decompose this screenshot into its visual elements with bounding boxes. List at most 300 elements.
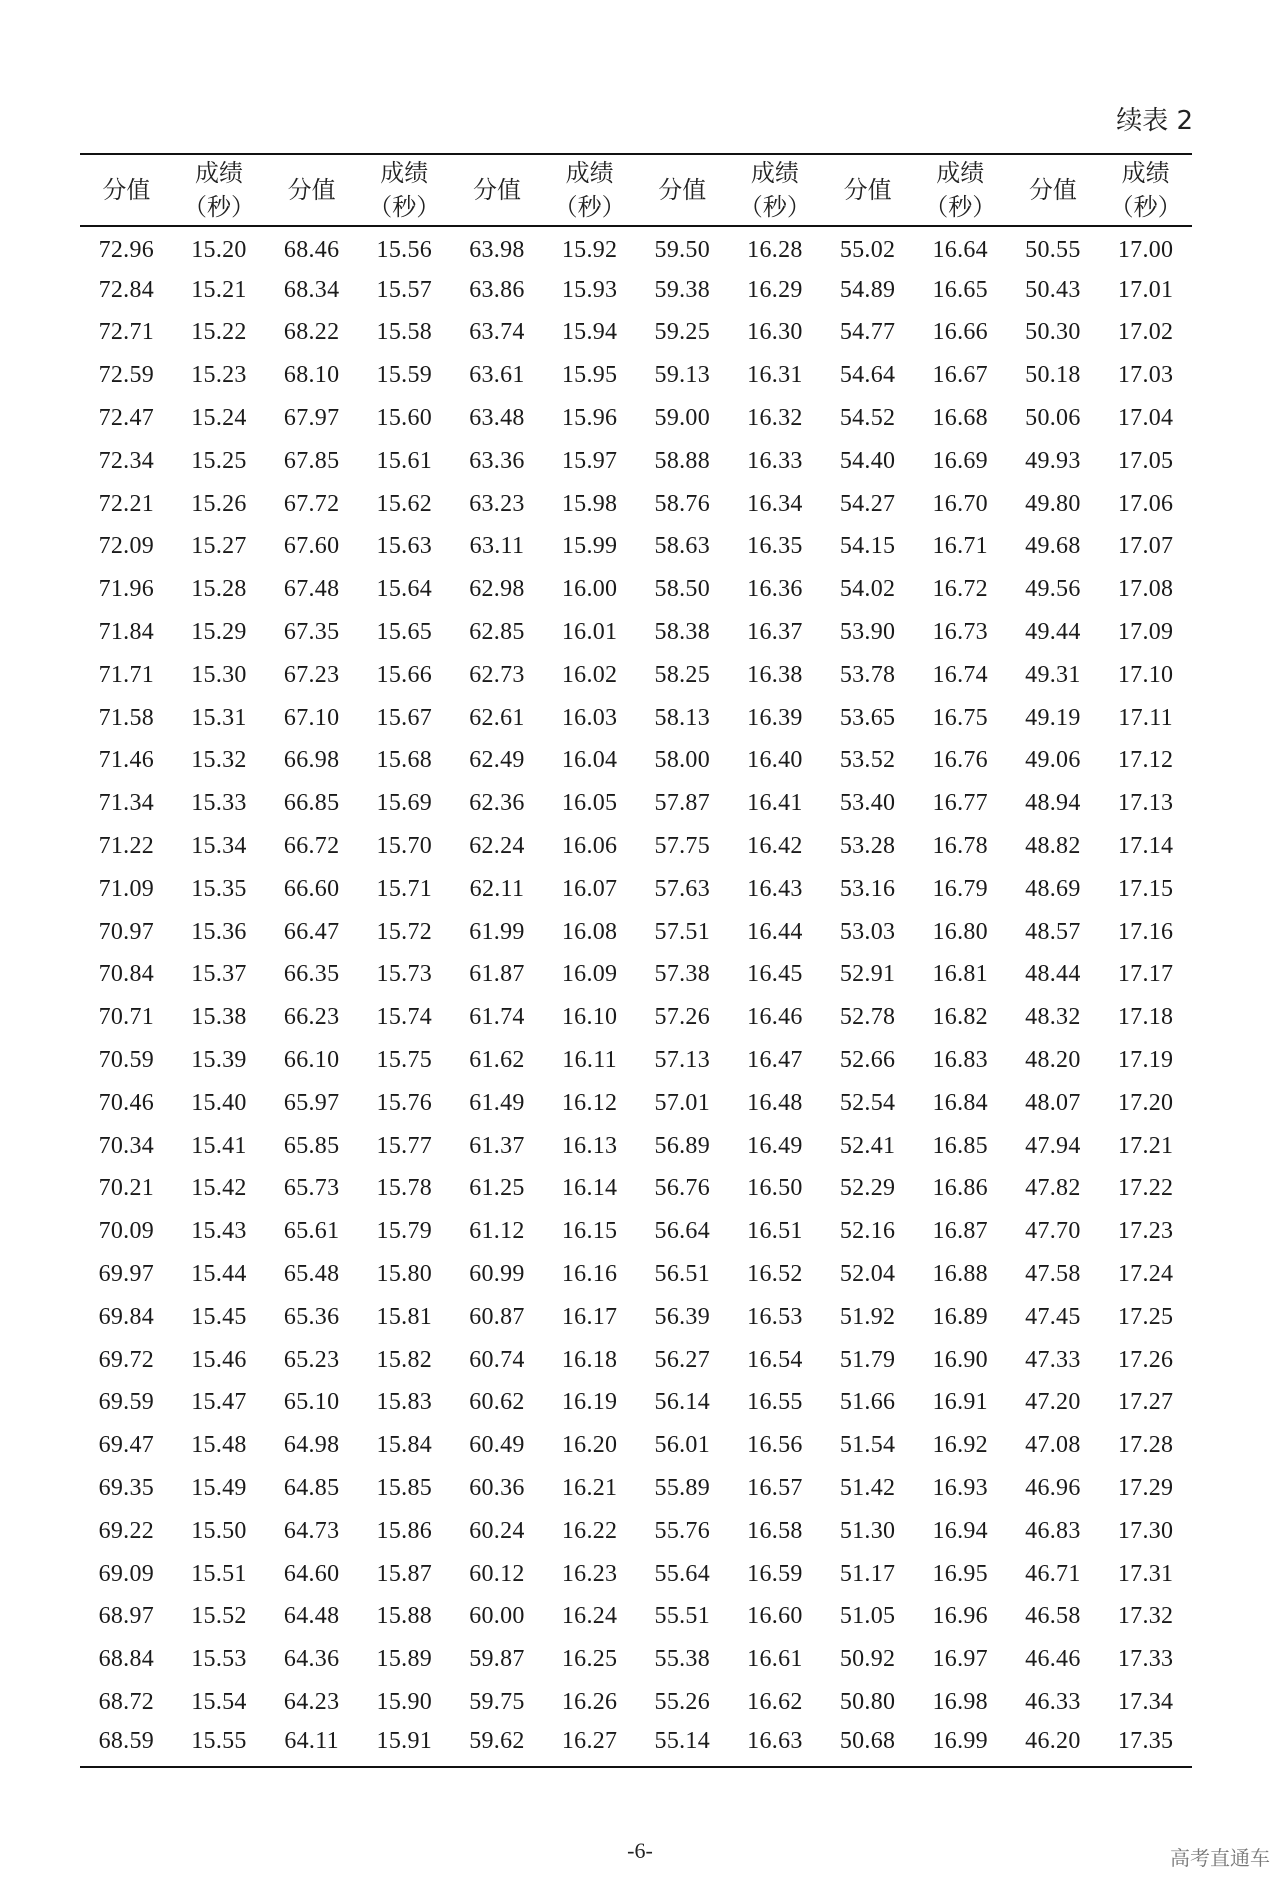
time-cell: 15.62 [376, 490, 433, 517]
score-cell: 47.45 [1025, 1303, 1081, 1330]
time-cell: 16.08 [561, 918, 618, 945]
score-cell: 69.35 [98, 1475, 155, 1501]
score-cell: 60.62 [469, 1389, 525, 1416]
time-cell: 15.43 [191, 1218, 247, 1245]
time-cell: 17.14 [1117, 833, 1174, 860]
time-cell: 16.74 [932, 661, 988, 688]
time-cell: 15.57 [376, 276, 433, 303]
score-cell: 55.14 [636, 1724, 729, 1767]
time-cell: 15.40 [191, 1089, 247, 1116]
score-cell: 51.30 [839, 1517, 896, 1544]
time-cell: 16.32 [747, 405, 803, 432]
header-label: 分值 [1028, 176, 1077, 204]
header-unit: （秒） [1109, 193, 1182, 221]
time-cell: 15.48 [191, 1432, 247, 1459]
time-cell: 15.54 [191, 1688, 247, 1715]
header-unit: （秒） [182, 193, 255, 221]
score-cell: 71.46 [98, 747, 155, 774]
score-cell: 60.74 [469, 1346, 525, 1373]
score-cell: 71.34 [98, 790, 155, 817]
header-time [358, 154, 451, 226]
time-cell: 16.22 [561, 1517, 618, 1544]
time-cell: 16.66 [932, 319, 988, 346]
table-row [80, 226, 1192, 269]
time-cell: 17.09 [1117, 619, 1174, 646]
time-cell: 16.71 [932, 533, 988, 560]
score-cell: 64.23 [283, 1688, 340, 1715]
time-cell: 15.65 [376, 619, 433, 646]
time-cell: 15.47 [191, 1389, 247, 1416]
score-cell: 71.71 [98, 661, 155, 688]
score-cell: 59.62 [451, 1724, 544, 1767]
time-cell: 16.57 [747, 1475, 803, 1501]
score-cell: 62.24 [469, 833, 525, 860]
time-cell: 15.98 [561, 490, 618, 517]
time-cell: 15.39 [191, 1047, 247, 1074]
time-cell: 15.46 [191, 1346, 247, 1373]
score-cell: 65.36 [283, 1303, 340, 1330]
time-cell: 15.56 [376, 237, 433, 264]
score-cell: 71.22 [98, 833, 155, 860]
score-cell: 57.63 [654, 875, 711, 902]
time-cell: 16.10 [561, 1004, 618, 1031]
score-cell: 54.77 [839, 319, 896, 346]
score-cell: 57.26 [654, 1004, 711, 1031]
score-cell: 52.29 [839, 1175, 896, 1202]
score-cell: 52.66 [839, 1047, 896, 1074]
score-cell: 60.00 [469, 1603, 525, 1630]
time-cell: 17.31 [1117, 1560, 1174, 1587]
score-cell: 59.13 [654, 362, 711, 389]
score-cell: 54.40 [839, 447, 896, 474]
time-cell: 16.56 [747, 1432, 803, 1459]
score-cell: 61.25 [469, 1175, 525, 1202]
time-cell: 15.99 [561, 533, 618, 560]
score-cell: 66.60 [283, 875, 340, 902]
table-row [80, 782, 1192, 825]
time-cell: 16.31 [747, 362, 803, 389]
score-cell: 56.64 [654, 1218, 711, 1245]
score-cell: 65.61 [283, 1218, 340, 1245]
header-label: 成绩 [565, 159, 614, 187]
time-cell: 16.14 [561, 1175, 618, 1202]
time-cell: 16.82 [932, 1004, 988, 1031]
time-cell: 15.27 [191, 533, 247, 560]
score-cell: 70.97 [98, 918, 155, 945]
time-cell: 15.52 [191, 1603, 247, 1630]
score-cell: 68.59 [80, 1724, 173, 1767]
table-row [80, 654, 1192, 697]
score-cell: 72.96 [98, 237, 155, 264]
time-cell: 16.40 [747, 747, 803, 774]
time-cell: 15.34 [191, 833, 247, 860]
score-cell: 58.25 [654, 661, 711, 688]
score-cell: 59.25 [654, 319, 711, 346]
score-cell: 67.72 [283, 490, 340, 517]
table-row [80, 740, 1192, 783]
score-cell: 64.60 [283, 1560, 340, 1587]
table-row [80, 1082, 1192, 1125]
time-cell: 17.34 [1117, 1688, 1174, 1715]
time-cell: 17.11 [1118, 704, 1173, 731]
score-cell: 63.74 [469, 319, 525, 346]
header-time [729, 154, 822, 226]
score-cell: 64.48 [283, 1603, 340, 1630]
time-cell: 15.95 [561, 362, 618, 389]
time-cell: 16.97 [932, 1646, 988, 1673]
score-cell: 49.68 [1025, 533, 1081, 560]
time-cell: 16.73 [932, 619, 988, 646]
score-cell: 63.61 [469, 362, 525, 389]
score-cell: 50.43 [1025, 276, 1081, 303]
time-cell: 15.22 [191, 319, 247, 346]
score-cell: 72.34 [98, 447, 155, 474]
score-cell: 67.23 [283, 661, 340, 688]
score-cell: 52.04 [839, 1261, 896, 1288]
score-cell: 62.49 [469, 747, 525, 774]
table-row [80, 1638, 1192, 1681]
time-cell: 16.54 [747, 1346, 803, 1373]
score-cell: 57.01 [654, 1089, 711, 1116]
time-cell: 17.08 [1117, 576, 1174, 603]
time-cell: 15.72 [376, 918, 433, 945]
score-cell: 62.36 [469, 790, 525, 817]
score-cell: 56.14 [654, 1389, 711, 1416]
score-cell: 61.74 [469, 1004, 525, 1031]
score-cell: 63.98 [469, 237, 525, 264]
time-cell: 15.71 [376, 875, 433, 902]
time-cell: 16.00 [561, 576, 618, 603]
score-cell: 66.35 [283, 961, 340, 988]
time-cell: 16.93 [932, 1475, 988, 1501]
score-cell: 60.12 [469, 1560, 525, 1587]
score-cell: 68.97 [98, 1603, 155, 1630]
score-cell: 59.75 [469, 1688, 525, 1715]
score-cell: 63.23 [469, 490, 525, 517]
score-cell: 52.78 [839, 1004, 896, 1031]
score-cell: 72.71 [98, 319, 155, 346]
time-cell: 15.85 [376, 1475, 433, 1501]
time-cell: 15.91 [358, 1724, 451, 1767]
time-cell: 15.76 [376, 1089, 433, 1116]
time-cell: 15.96 [561, 405, 618, 432]
time-cell: 15.73 [376, 961, 433, 988]
header-score [1007, 154, 1100, 226]
score-cell: 70.84 [98, 961, 155, 988]
header-label: 成绩 [1121, 159, 1170, 187]
time-cell: 15.53 [191, 1646, 247, 1673]
score-cell: 55.76 [654, 1517, 711, 1544]
table-row [80, 825, 1192, 868]
time-cell: 16.12 [561, 1089, 618, 1116]
table-row [80, 1339, 1192, 1382]
time-cell: 15.24 [191, 405, 247, 432]
table-row [80, 996, 1192, 1039]
score-cell: 66.72 [283, 833, 340, 860]
score-cell: 61.37 [469, 1132, 525, 1159]
score-cell: 54.15 [839, 533, 896, 560]
time-cell: 16.87 [932, 1218, 988, 1245]
score-cell: 63.11 [469, 533, 525, 560]
time-cell: 17.23 [1117, 1218, 1174, 1245]
time-cell: 16.89 [932, 1303, 988, 1330]
time-cell: 15.77 [376, 1132, 433, 1159]
score-cell: 62.61 [469, 704, 525, 731]
table-row [80, 1210, 1192, 1253]
score-cell: 47.08 [1025, 1432, 1081, 1459]
score-cell: 57.38 [654, 961, 711, 988]
score-cell: 51.92 [839, 1303, 896, 1330]
time-cell: 16.78 [932, 833, 988, 860]
score-cell: 69.84 [98, 1303, 155, 1330]
time-cell: 16.86 [932, 1175, 988, 1202]
time-cell: 17.21 [1117, 1132, 1174, 1159]
score-cell: 50.18 [1025, 362, 1081, 389]
score-cell: 57.51 [654, 918, 711, 945]
time-cell: 15.68 [376, 747, 433, 774]
score-cell: 70.46 [98, 1089, 155, 1116]
score-cell: 52.54 [839, 1089, 896, 1116]
time-cell: 16.53 [747, 1303, 803, 1330]
time-cell: 16.17 [561, 1303, 618, 1330]
score-cell: 56.27 [654, 1346, 711, 1373]
table-row [80, 1510, 1192, 1553]
score-cell: 53.16 [839, 875, 896, 902]
time-cell: 17.30 [1117, 1517, 1174, 1544]
score-cell: 49.80 [1025, 490, 1081, 517]
score-cell: 68.34 [283, 276, 340, 303]
score-cell: 49.06 [1025, 747, 1081, 774]
score-cell: 69.09 [98, 1560, 155, 1587]
score-cell: 60.24 [469, 1517, 525, 1544]
time-cell: 16.45 [747, 961, 803, 988]
time-cell: 17.02 [1117, 319, 1174, 346]
time-cell: 17.16 [1117, 918, 1174, 945]
time-cell: 16.68 [932, 405, 988, 432]
time-cell: 16.50 [747, 1175, 803, 1202]
score-cell: 53.90 [839, 619, 896, 646]
time-cell: 15.20 [191, 237, 247, 264]
time-cell: 17.25 [1117, 1303, 1174, 1330]
score-cell: 69.47 [98, 1432, 155, 1459]
time-cell: 16.75 [932, 704, 988, 731]
score-cell: 64.36 [283, 1646, 340, 1673]
score-cell: 54.52 [839, 405, 896, 432]
time-cell: 15.81 [376, 1303, 433, 1330]
score-cell: 68.46 [283, 237, 340, 264]
time-cell: 16.25 [561, 1646, 618, 1673]
score-cell: 65.97 [283, 1089, 340, 1116]
header-score [636, 154, 729, 226]
time-cell: 15.93 [561, 276, 618, 303]
score-cell: 49.56 [1025, 576, 1081, 603]
time-cell: 16.79 [932, 875, 988, 902]
time-cell: 16.36 [747, 576, 803, 603]
score-cell: 60.99 [469, 1261, 525, 1288]
score-cell: 53.78 [839, 661, 896, 688]
score-cell: 49.31 [1025, 661, 1081, 688]
time-cell: 15.45 [191, 1303, 247, 1330]
time-cell: 16.85 [932, 1132, 988, 1159]
time-cell: 16.70 [932, 490, 988, 517]
table-row [80, 1039, 1192, 1082]
time-cell: 15.87 [376, 1560, 433, 1587]
score-cell: 59.38 [654, 276, 711, 303]
time-cell: 15.42 [191, 1175, 247, 1202]
time-cell: 16.11 [562, 1047, 617, 1074]
score-cell: 72.09 [98, 533, 155, 560]
score-cell: 48.57 [1025, 918, 1081, 945]
score-cell: 71.84 [98, 619, 155, 646]
score-cell: 46.46 [1025, 1646, 1081, 1673]
score-cell: 57.87 [654, 790, 711, 817]
time-cell: 16.09 [561, 961, 618, 988]
score-cell: 47.82 [1025, 1175, 1081, 1202]
time-cell: 15.84 [376, 1432, 433, 1459]
table-row [80, 312, 1192, 355]
time-cell: 16.15 [561, 1218, 618, 1245]
time-cell: 15.97 [561, 447, 618, 474]
score-cell: 51.17 [839, 1560, 896, 1587]
score-cell: 66.98 [283, 747, 340, 774]
header-label: 成绩 [750, 159, 799, 187]
score-cell: 61.12 [469, 1218, 525, 1245]
score-cell: 68.84 [98, 1646, 155, 1673]
table-row [80, 568, 1192, 611]
time-cell: 16.51 [747, 1218, 803, 1245]
table-row [80, 1382, 1192, 1425]
time-cell: 17.32 [1117, 1603, 1174, 1630]
time-cell: 16.77 [932, 790, 988, 817]
score-cell: 51.79 [839, 1346, 896, 1373]
score-cell: 54.27 [839, 490, 896, 517]
score-cell: 46.58 [1025, 1603, 1081, 1630]
header-unit: （秒） [368, 193, 441, 221]
time-cell: 16.05 [561, 790, 618, 817]
time-cell: 16.16 [561, 1261, 618, 1288]
score-cell: 61.49 [469, 1089, 525, 1116]
time-cell: 15.94 [561, 319, 618, 346]
time-cell: 17.04 [1117, 405, 1174, 432]
time-cell: 15.35 [191, 875, 247, 902]
score-cell: 57.75 [654, 833, 711, 860]
time-cell: 16.44 [747, 918, 803, 945]
time-cell: 15.32 [191, 747, 247, 774]
score-cell: 56.51 [654, 1261, 711, 1288]
time-cell: 15.88 [376, 1603, 433, 1630]
score-cell: 67.48 [283, 576, 340, 603]
score-cell: 48.82 [1025, 833, 1081, 860]
time-cell: 17.10 [1117, 661, 1174, 688]
score-cell: 56.01 [654, 1432, 711, 1459]
score-cell: 65.73 [283, 1175, 340, 1202]
table-row [80, 1681, 1192, 1724]
score-cell: 60.36 [469, 1475, 525, 1501]
score-cell: 47.94 [1025, 1132, 1081, 1159]
score-cell: 59.87 [469, 1646, 525, 1673]
score-cell: 63.48 [469, 405, 525, 432]
time-cell: 16.48 [747, 1089, 803, 1116]
time-cell: 15.60 [376, 405, 433, 432]
score-cell: 67.97 [283, 405, 340, 432]
table-body [80, 226, 1192, 1767]
time-cell: 16.21 [561, 1475, 618, 1501]
score-cell: 70.59 [98, 1047, 155, 1074]
time-cell: 15.51 [191, 1560, 247, 1587]
score-cell: 67.85 [283, 447, 340, 474]
header-score [265, 154, 358, 226]
score-cell: 64.85 [283, 1475, 340, 1501]
time-cell: 15.41 [191, 1132, 247, 1159]
time-cell: 17.22 [1117, 1175, 1174, 1202]
score-cell: 63.36 [469, 447, 525, 474]
time-cell: 17.12 [1117, 747, 1174, 774]
score-cell: 64.98 [283, 1432, 340, 1459]
score-cell: 55.02 [839, 237, 896, 264]
score-cell: 72.84 [98, 276, 155, 303]
table-row [80, 1553, 1192, 1596]
time-cell: 15.79 [376, 1218, 433, 1245]
score-cell: 46.20 [1007, 1724, 1100, 1767]
score-cell: 70.71 [98, 1004, 155, 1031]
time-cell: 16.95 [932, 1560, 988, 1587]
score-cell: 69.72 [98, 1346, 155, 1373]
score-cell: 48.32 [1025, 1004, 1081, 1031]
score-cell: 69.59 [98, 1389, 155, 1416]
score-cell: 58.50 [654, 576, 711, 603]
time-cell: 15.28 [191, 576, 247, 603]
time-cell: 16.99 [914, 1724, 1007, 1767]
time-cell: 17.00 [1117, 237, 1174, 264]
time-cell: 16.88 [932, 1261, 988, 1288]
time-cell: 16.06 [561, 833, 618, 860]
time-cell: 16.20 [561, 1432, 618, 1459]
time-cell: 16.34 [747, 490, 803, 517]
score-cell: 66.23 [283, 1004, 340, 1031]
time-cell: 15.89 [376, 1646, 433, 1673]
time-cell: 16.98 [932, 1688, 988, 1715]
time-cell: 16.02 [561, 661, 618, 688]
header-unit: （秒） [738, 193, 811, 221]
time-cell: 15.64 [376, 576, 433, 603]
time-cell: 17.07 [1117, 533, 1174, 560]
score-cell: 67.35 [283, 619, 340, 646]
table-row [80, 526, 1192, 569]
time-cell: 15.50 [191, 1517, 247, 1544]
score-cell: 69.97 [98, 1261, 155, 1288]
score-cell: 64.11 [265, 1724, 358, 1767]
time-cell: 16.24 [561, 1603, 618, 1630]
score-cell: 61.62 [469, 1047, 525, 1074]
score-table [80, 153, 1192, 1768]
score-cell: 53.40 [839, 790, 896, 817]
time-cell: 16.29 [747, 276, 803, 303]
time-cell: 15.38 [191, 1004, 247, 1031]
score-cell: 69.22 [98, 1517, 155, 1544]
time-cell: 16.81 [932, 961, 988, 988]
score-cell: 71.09 [98, 875, 155, 902]
header-score [451, 154, 544, 226]
time-cell: 16.47 [747, 1047, 803, 1074]
score-cell: 52.16 [839, 1218, 896, 1245]
time-cell: 16.83 [932, 1047, 988, 1074]
time-cell: 17.27 [1117, 1389, 1174, 1416]
score-cell: 57.13 [654, 1047, 711, 1074]
time-cell: 16.67 [932, 362, 988, 389]
time-cell: 17.33 [1117, 1646, 1174, 1673]
score-cell: 58.63 [654, 533, 711, 560]
score-cell: 71.58 [98, 704, 155, 731]
